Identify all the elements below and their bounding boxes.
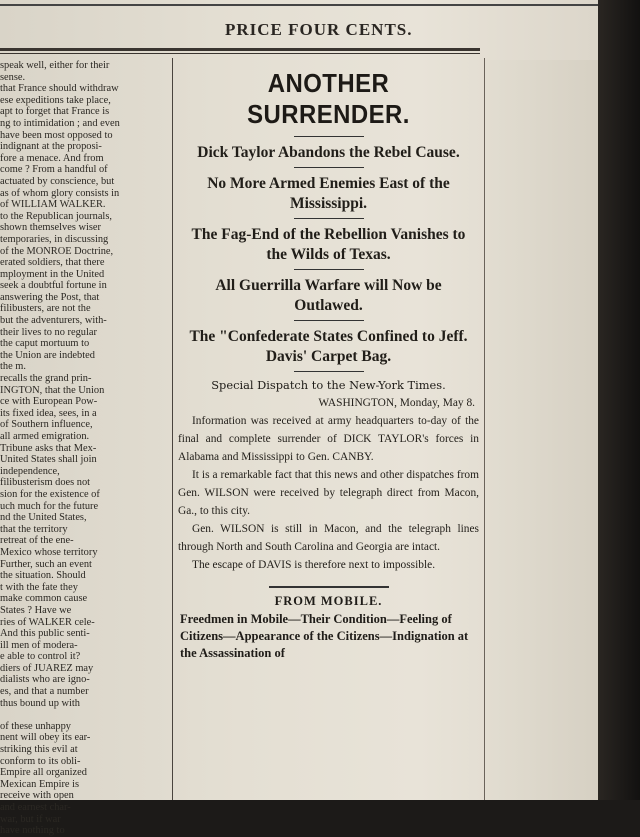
left-column-line: receive with open: [0, 790, 74, 802]
deck-rule: [294, 136, 364, 137]
left-column-line: of these unhappy: [0, 720, 71, 732]
left-column-line: come ? From a handful of: [0, 164, 108, 176]
left-column-line: its fixed idea, sees, in a: [0, 407, 97, 419]
left-column-line: t with the fate they: [0, 581, 78, 593]
left-column-line: but the adventurers, with-: [0, 315, 107, 327]
paragraph-2: It is a remarkable fact that this news and other dispatches from Gen. WILSON were received by telegraph direct from Macon, Ga., to this city.: [178, 469, 479, 517]
left-column-line: filibusters, are not the: [0, 303, 91, 315]
left-column-line: that France should withdraw: [0, 83, 119, 95]
left-column-line: independence,: [0, 465, 60, 477]
left-column-line: their lives to no regular: [0, 326, 97, 338]
left-column-line: shown themselves wiser: [0, 222, 102, 234]
left-column-line: e able to control it?: [0, 651, 81, 663]
left-column-line: the Union are indebted: [0, 349, 95, 361]
column-divider: [172, 58, 173, 800]
left-column-line: erated soldiers, that there: [0, 257, 105, 269]
left-column-line: that the territory: [0, 523, 68, 535]
deck-5: The "Confederate States Confined to Jeff. Davis' Carpet Bag.: [189, 328, 468, 365]
deck-rule: [294, 320, 364, 321]
left-column-line: nent will obey its ear-: [0, 732, 91, 744]
left-column-line: the m.: [0, 361, 26, 373]
left-column-line: ce with European Pow-: [0, 396, 98, 408]
left-column-line: speak well, either for their: [0, 60, 110, 71]
deck-rule: [294, 167, 364, 168]
masthead-rule-thin: [0, 53, 480, 54]
left-column-line: ese expeditions take place,: [0, 94, 111, 106]
price-line: PRICE FOUR CENTS.: [225, 20, 413, 39]
left-column-line: to the Republican journals,: [0, 210, 112, 222]
left-column-line: actuated by conscience, but: [0, 175, 115, 187]
left-column-line: answering the Post, that: [0, 291, 100, 303]
left-column-line: of the MONROE Doctrine,: [0, 245, 114, 257]
left-column-line: Mexico whose territory: [0, 546, 98, 558]
left-column-line: conform to its obli-: [0, 755, 81, 767]
left-column-line: of WILLIAM WALKER.: [0, 199, 106, 211]
left-column-line: apt to forget that France is: [0, 106, 110, 118]
left-column-line: filibusterism does not: [0, 477, 91, 489]
left-column-line: And this public senti-: [0, 628, 90, 640]
deck-rule: [294, 269, 364, 270]
left-column-line: thus bound up with: [0, 697, 80, 709]
left-column-line: have nothing to: [0, 825, 65, 837]
left-column-line: and earnest char-: [0, 802, 71, 813]
left-column-line: striking this evil at: [0, 744, 78, 756]
left-column-line: of Southern influence,: [0, 419, 93, 431]
left-column-line: INGTON, that the Union: [0, 384, 105, 396]
left-column-line: seek a doubtful fortune in: [0, 280, 107, 292]
left-column-line: ill men of modera-: [0, 639, 78, 651]
left-column-line: fore a menace. And from: [0, 152, 104, 164]
section-heading: FROM MOBILE.: [274, 594, 383, 608]
article-column: [176, 60, 481, 800]
deck-1: Dick Taylor Abandons the Rebel Cause.: [197, 144, 460, 161]
left-column-line: es, and that a number: [0, 686, 89, 698]
left-column-line: all armed emigration.: [0, 431, 90, 442]
left-column-line: retreat of the ene-: [0, 535, 74, 547]
deck-4: All Guerrilla Warfare will Now be Outlawed.: [215, 277, 442, 314]
left-column-line: sion for the existence of: [0, 488, 100, 500]
left-column-line: have been most opposed to: [0, 129, 113, 141]
left-column-line: ries of WALKER cele-: [0, 616, 95, 628]
left-column-line: sense.: [0, 71, 26, 83]
left-column-line: war, but if war: [0, 813, 61, 825]
headline: ANOTHER SURRENDER.: [247, 68, 410, 129]
top-rule: [0, 4, 598, 6]
left-column-line: United States shall join: [0, 454, 97, 466]
left-column-line: States ? Have we: [0, 604, 72, 616]
left-column-line: make common cause: [0, 593, 88, 605]
deck-rule: [294, 371, 364, 372]
blank-right-margin: [486, 60, 598, 800]
left-column-line: the caput mortuum to: [0, 338, 90, 350]
left-column-line: uch much for the future: [0, 500, 99, 512]
left-column-line: temporaries, in discussing: [0, 233, 109, 245]
special-dispatch-line: Special Dispatch to the New-York Times.: [211, 378, 446, 392]
deck-3: The Fag-End of the Rebellion Vanishes to the Wilds of Texas.: [191, 226, 466, 263]
section-deck: Freedmen in Mobile—Their Condition—Feeling of Citizens—Appearance of the Citizens—Indignation at the Assassination of: [180, 612, 469, 660]
left-column-line: recalls the grand prin-: [0, 373, 92, 385]
left-column-line: as of whom glory consists in: [0, 187, 120, 199]
left-column-line: indignant at the proposi-: [0, 141, 102, 153]
left-column-line: [0, 709, 170, 721]
deck-rule: [294, 218, 364, 219]
masthead-rule: [0, 48, 480, 51]
dark-background-edge: [598, 0, 640, 800]
section-rule: [269, 586, 389, 588]
paragraph-4: The escape of DAVIS is therefore next to impossible.: [192, 559, 436, 571]
right-column-divider: [484, 58, 485, 800]
deck-2: No More Armed Enemies East of the Mississippi.: [207, 175, 450, 212]
paragraph-1: Information was received at army headquarters to-day of the final and complete surrender of DICK TAYLOR's forces in Alabama and Mississippi to Gen. CANBY.: [178, 415, 479, 463]
paragraph-3: Gen. WILSON is still in Macon, and the telegraph lines through North and South Carolina and Georgia are intact.: [178, 523, 479, 553]
left-column-line: nd the United States,: [0, 512, 87, 524]
dateline: WASHINGTON, Monday, May 8.: [318, 397, 475, 409]
left-column-line: ng to intimidation ; and even: [0, 117, 120, 129]
left-column-line: the situation. Should: [0, 570, 86, 582]
left-column-line: Mexican Empire is: [0, 778, 80, 790]
left-column-text: [0, 60, 170, 837]
left-column-line: mployment in the United: [0, 268, 105, 280]
left-column-line: Further, such an event: [0, 558, 92, 570]
left-column-line: Empire all organized: [0, 767, 87, 779]
left-column-line: Tribune asks that Mex-: [0, 442, 97, 454]
left-column-line: diers of JUAREZ may: [0, 662, 94, 674]
article-body: [176, 394, 481, 574]
left-column-line: dialists who are igno-: [0, 674, 90, 686]
